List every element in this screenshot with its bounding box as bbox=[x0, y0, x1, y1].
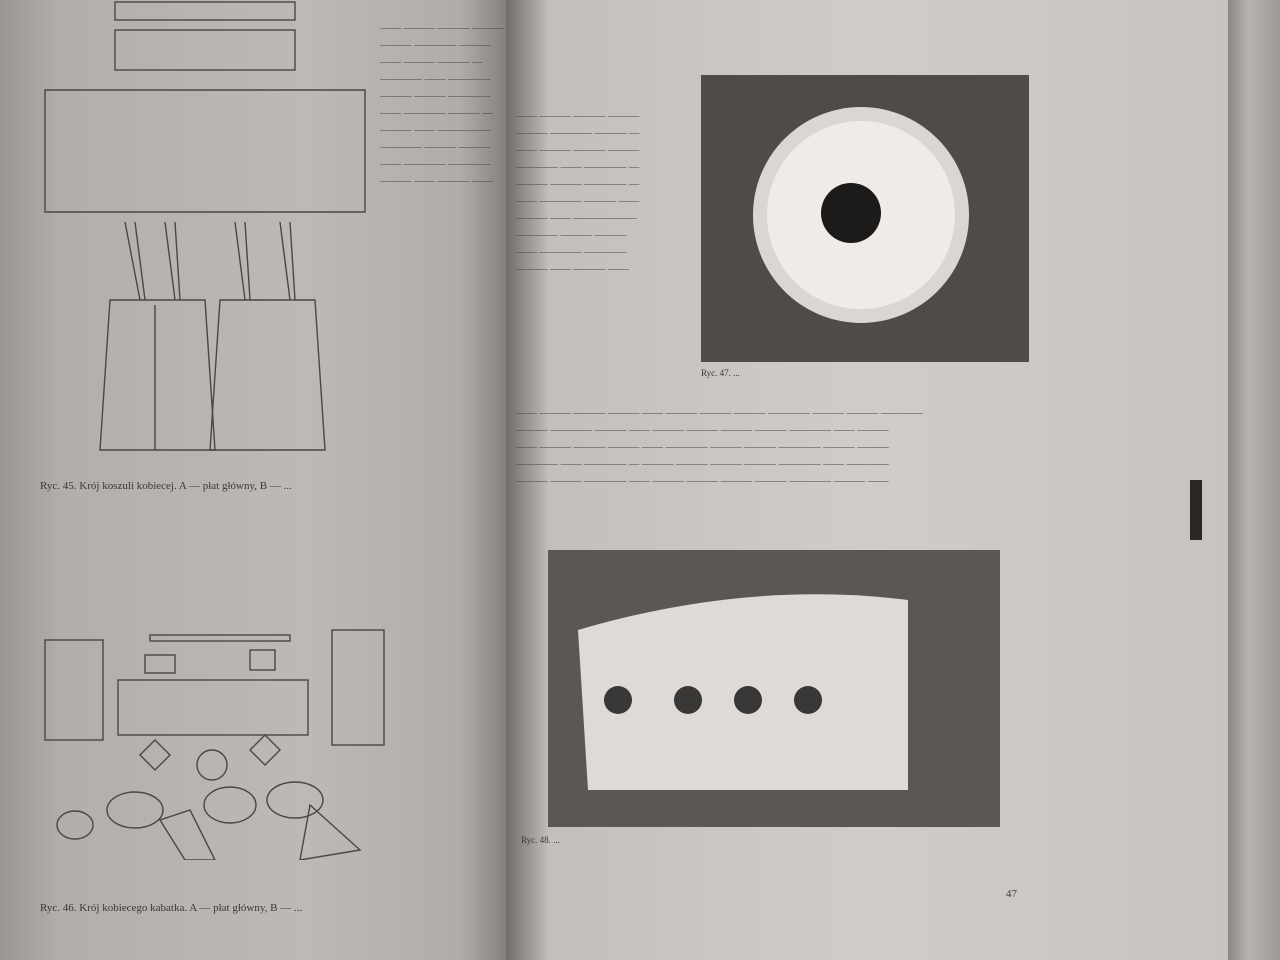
embroidery-illustration bbox=[548, 550, 1000, 827]
left-page bbox=[0, 0, 512, 960]
collar-illustration bbox=[701, 75, 1029, 362]
caption-figure-46: Ryc. 46. Krój kobiecego kabatka. A — płat główny, B — ... bbox=[40, 902, 303, 914]
page-tab-marker bbox=[1190, 480, 1202, 540]
left-body-text: —— ——— ——— ——— ——— ———— ——— —— ——— ——— — ———— —— ———— ——— ——— ———— —— ———— ——— — ——— —— ————— ———— ——— ——— —— ———— ———— ——— —— ——— —— bbox=[380, 23, 504, 187]
jacket-pattern-figure bbox=[40, 625, 390, 860]
right-page bbox=[506, 0, 1228, 960]
embroidery-photo bbox=[548, 550, 1000, 827]
collar-photo bbox=[701, 75, 1029, 362]
right-body-text-top: —— ——— ——— ——— ——— ———— ——— — —— ——— ——— ——— ———— —— ———— — ——— ——— ———— — —— ———— ——— —— ——— —— —————— ———— ——— ——— —— ———— ———— ——— —— ——— —— bbox=[516, 111, 640, 275]
shirt-pattern-figure bbox=[40, 0, 370, 460]
book-page-edge bbox=[1228, 0, 1280, 960]
embroidery-photo-caption: Ryc. 48. ... bbox=[521, 835, 560, 845]
page-number: 47 bbox=[1006, 888, 1017, 900]
collar-photo-caption: Ryc. 47. ... bbox=[701, 368, 740, 378]
right-body-text-middle: —— ——— ——— ——— —— ——— ——— ——— ———— ——— ——— ———— ——— ———— ——— —— ——— ——— ——— ——— ———— —— ——— —— ——— ——— ——— —— ———— ——— ——— ———— ——— ——— ———— —— ———— — ——— ——— ——— ——— ———— —— ———— ——— ——— ———— —— ——— ——— ——— ——— ———— ——— —— bbox=[516, 408, 923, 487]
caption-figure-45: Ryc. 45. Krój koszuli kobiecej. A — płat główny, B — ... bbox=[40, 480, 292, 492]
